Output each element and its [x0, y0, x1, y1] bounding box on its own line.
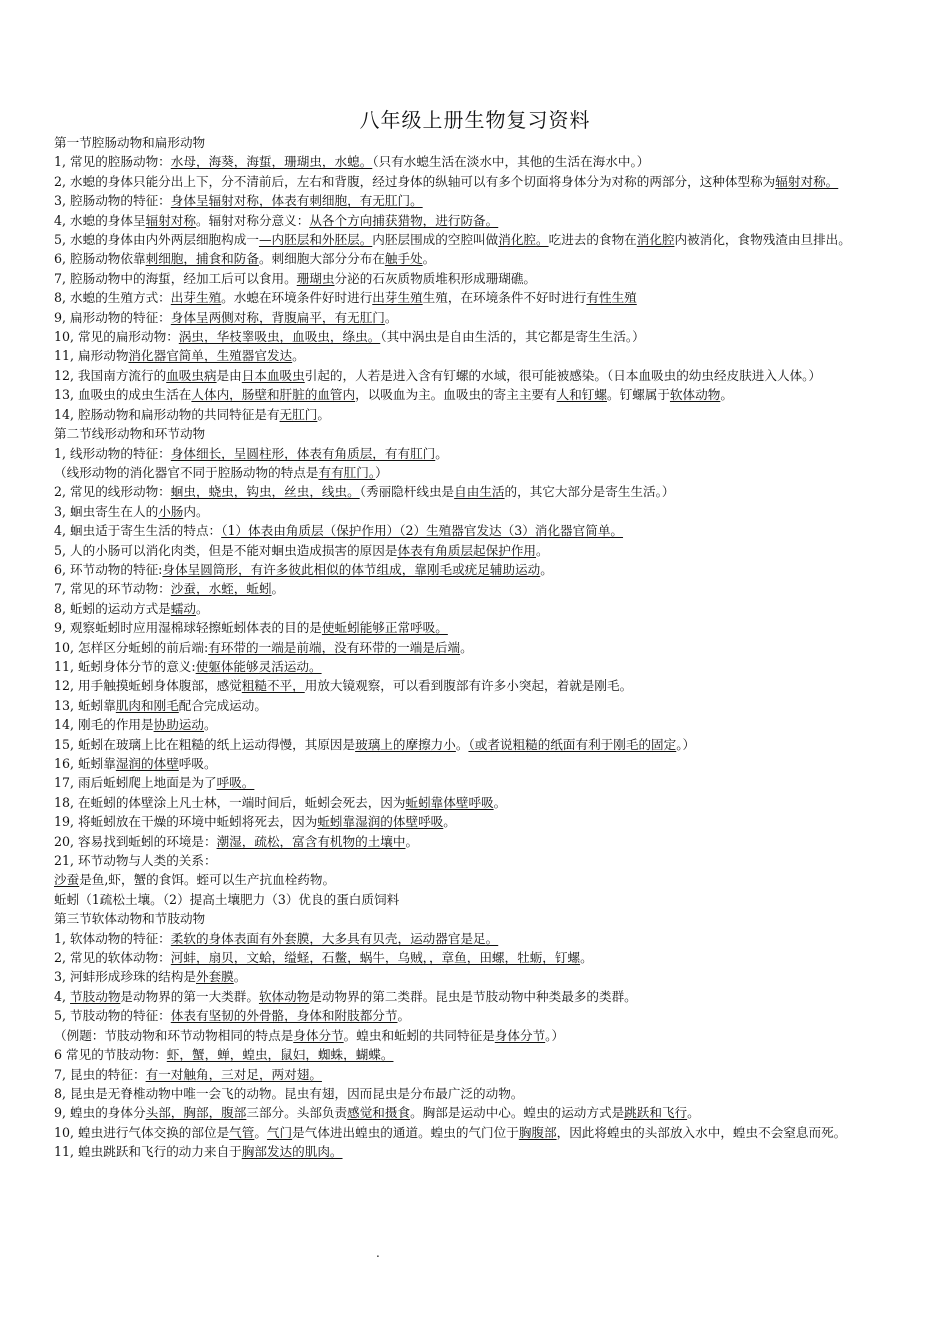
text-segment: 13, 血吸虫的成虫生活在: [54, 387, 192, 403]
text-segment: 9, 蝗虫的身体分: [54, 1105, 146, 1121]
text-segment: 6, 环节动物的特征:: [54, 561, 163, 577]
text-segment: 7, 常见的环节动物：: [54, 581, 171, 597]
text-line: [54, 967, 904, 986]
text-line: [54, 346, 904, 365]
underlined-answer: 虾，蟹，蝉，蝗虫，鼠妇，蜘蛛，蝴蝶。: [166, 1047, 394, 1063]
text-segment: 11, 蚯蚓身体分节的意义:: [54, 658, 196, 674]
text-segment: 20, 容易找到蚯蚓的环境是：: [54, 833, 217, 849]
underlined-answer: 身体细长，呈圆柱形，体表有角质层，有有肛门: [170, 445, 436, 461]
text-line: [54, 521, 904, 540]
text-segment: 是气体进出蝗虫的通道。蝗虫的气门位于: [292, 1124, 519, 1140]
underlined-answer: 水母，海葵，海蜇，珊瑚虫，水螅。: [170, 154, 373, 170]
underlined-answer: 沙蚕: [54, 872, 80, 888]
text-segment: 内胚层围成的空腔叫做: [372, 232, 499, 248]
text-line: [54, 560, 904, 579]
text-line: [54, 385, 904, 404]
text-line: [54, 696, 904, 715]
text-segment: 。: [720, 387, 733, 403]
text-line: [54, 1123, 904, 1142]
text-line: [54, 812, 904, 831]
text-segment: 。钉螺属于: [606, 387, 670, 403]
text-segment: 。: [397, 1008, 411, 1024]
text-line: [54, 424, 904, 443]
underlined-answer: 头部，胸部，腹部: [145, 1105, 247, 1121]
text-segment: 11, 扁形动物: [54, 348, 129, 364]
text-segment: 。辐射对称分意义：: [195, 212, 310, 228]
underlined-answer: 辐射对称。: [775, 173, 839, 189]
underlined-answer: 气门: [266, 1124, 293, 1140]
text-line: [54, 249, 904, 268]
text-segment: 第二节线形动物和环节动物: [54, 426, 206, 442]
text-line: [54, 657, 904, 676]
underlined-answer: 有性生殖: [586, 290, 637, 306]
text-segment: 。: [405, 833, 419, 849]
underlined-answer: 小肠: [158, 503, 184, 519]
underlined-answer: 节肢动物: [70, 988, 121, 1004]
underlined-answer: 蚯蚓靠体壁呼吸: [405, 794, 494, 810]
text-line: [54, 191, 904, 210]
underlined-answer: 身体分节: [494, 1027, 546, 1043]
text-segment: 5, 节肢动物的特征：: [54, 1008, 171, 1024]
text-segment: 14, 腔肠动物和扁形动物的共同特征是有: [54, 406, 280, 422]
text-segment: 14, 刚毛的作用是: [54, 717, 154, 733]
text-segment: 。刺细胞大部分分布在: [258, 251, 385, 267]
text-segment: 。: [203, 717, 217, 733]
text-line: [54, 1084, 904, 1103]
underlined-answer: 触手处: [384, 251, 423, 267]
text-line: [54, 929, 904, 948]
text-line: [54, 909, 904, 928]
text-segment: 10, 常见的扁形动物：: [54, 329, 179, 345]
text-segment: 9, 扁形动物的特征：: [54, 309, 171, 325]
text-segment: （秀丽隐杆线虫是: [359, 484, 455, 500]
text-segment: 。）: [676, 736, 696, 752]
text-line: [54, 269, 904, 288]
text-segment: 。: [580, 950, 593, 966]
text-segment: 1, 软体动物的特征：: [54, 930, 171, 946]
text-segment: 分泌的石灰质物质堆积形成珊瑚礁。: [334, 270, 536, 286]
text-line: [54, 676, 904, 695]
text-segment: 4,: [54, 988, 71, 1004]
text-segment: 12, 用手触摸蚯蚓身体腹部，感觉: [54, 678, 242, 694]
underlined-answer: 柔软的身体表面有外套膜，大多具有贝壳，运动器官是足。: [170, 930, 499, 946]
text-line: [54, 230, 904, 249]
underlined-answer: 体表有角质层起保护作用: [397, 542, 536, 558]
underlined-answer: 蚯蚓靠湿润的体壁呼吸: [317, 814, 444, 830]
underlined-answer: 自由生活: [454, 484, 505, 500]
text-segment: 2, 常见的线形动物：: [54, 484, 171, 500]
underlined-answer: 使蚯蚓能够正常呼吸。: [321, 620, 448, 636]
text-line: [54, 851, 904, 870]
underlined-answer: 有一对触角，三对足，两对翅。: [145, 1066, 322, 1082]
text-line: [54, 832, 904, 851]
text-line: [54, 890, 904, 909]
text-segment: 。水螅在环境条件好时进行: [221, 290, 373, 306]
underlined-answer: 呼吸。: [216, 775, 255, 791]
text-segment: 。: [687, 1105, 700, 1121]
text-segment: 第一节腔肠动物和扁形动物: [54, 135, 206, 150]
text-segment: 。）: [545, 1027, 565, 1043]
text-segment: 4, 蛔虫适于寄生生活的特点：: [54, 523, 222, 539]
underlined-answer: 潮湿，疏松，富含有机物的土壤中: [216, 833, 406, 849]
underlined-answer: 协助运动: [153, 717, 204, 733]
text-segment: 4, 水螅的身体呈: [54, 212, 146, 228]
text-line: [54, 133, 904, 152]
text-segment: 。: [195, 600, 209, 616]
underlined-answer: 沙蚕，水蛭，蚯蚓: [170, 581, 272, 597]
text-line: [54, 773, 904, 792]
underlined-answer: 蠕动: [170, 600, 196, 616]
text-line: [54, 172, 904, 191]
text-segment: ）: [375, 464, 388, 480]
text-segment: 用放大镜观察，可以看到腹部有许多小突起，着就是刚毛。: [304, 678, 633, 694]
text-segment: 三部分。头部负责: [246, 1105, 348, 1121]
text-segment: 内被消化，食物残渣由旦排出。: [674, 232, 851, 248]
text-line: [54, 444, 904, 463]
text-line: [54, 405, 904, 424]
text-segment: 吃进去的食物在: [548, 232, 637, 248]
text-segment: （线形动物的消化器官不同于腔肠动物的特点是: [54, 464, 319, 480]
underlined-answer: 软体动物: [669, 387, 721, 403]
text-segment: 呼吸。: [178, 756, 217, 771]
underlined-answer: 血吸虫病: [166, 367, 217, 383]
document-body: [54, 133, 904, 1162]
text-segment: 。: [384, 309, 398, 325]
text-line: [54, 987, 904, 1006]
text-segment: 12, 我国南方流行的: [54, 367, 167, 383]
text-segment: 。: [233, 969, 247, 985]
text-line: [54, 1006, 904, 1025]
text-line: [54, 541, 904, 560]
text-segment: 。: [254, 1124, 267, 1140]
text-segment: 3, 河蚌形成珍珠的结构是: [54, 969, 196, 985]
text-segment: （例题：节肢动物和环节动物相同的特点是: [54, 1027, 294, 1043]
text-line: [54, 1065, 904, 1084]
footer-mark: .: [376, 1246, 380, 1260]
text-segment: 8, 水螅的生殖方式：: [54, 290, 171, 306]
underlined-answer: 蛔虫，蛲虫，钩虫，丝虫，线虫。: [170, 484, 360, 500]
underlined-answer: 消化腔: [636, 232, 675, 248]
text-segment: 2, 常见的软体动物：: [54, 950, 171, 966]
underlined-answer: 粗糙不平，: [241, 678, 305, 694]
underlined-answer: 身体呈两侧对称，背腹扁平，有无肛门: [170, 309, 385, 325]
text-segment: ，因此将蝗虫的头部放入水中，蝗虫不会窒息而死。: [556, 1124, 847, 1140]
underlined-answer: 胸部发达的肌肉。: [241, 1144, 343, 1160]
text-line: [54, 618, 904, 637]
text-line: [54, 754, 904, 773]
text-line: [54, 638, 904, 657]
text-segment: 生殖，在环境条件不好时进行: [422, 290, 587, 306]
text-segment: 内。: [183, 503, 209, 519]
text-segment: 1, 常见的腔肠动物：: [54, 154, 171, 170]
text-line: [54, 1026, 904, 1045]
underlined-answer: 身体分节: [293, 1027, 344, 1043]
text-line: [54, 599, 904, 618]
underlined-answer: 湿润的体壁: [115, 756, 179, 771]
text-segment: 。: [455, 736, 469, 752]
underlined-answer: —内胚层和外胚层。: [258, 232, 373, 248]
text-segment: 1, 线形动物的特征：: [54, 445, 171, 461]
underlined-answer: 珊瑚虫: [296, 270, 335, 286]
text-segment: ，以吸血为主。血吸虫的寄主主要有: [355, 387, 557, 403]
text-line: [54, 463, 904, 482]
text-segment: 8, 昆虫是无脊椎动物中唯一会飞的动物。昆虫有翅，因而昆虫是分布最广泛的动物。: [54, 1085, 524, 1101]
text-segment: 3, 蛔虫寄生在人的: [54, 503, 159, 519]
underlined-answer: 河蚌，扇贝，文蛤，缢蛏，石鳖，蜗牛，乌贼，，章鱼，田螺，牡蛎，钉螺: [170, 950, 581, 966]
underlined-answer: 气管: [229, 1124, 255, 1140]
text-segment: 的，其它大部分是寄生生活。）: [504, 484, 675, 500]
underlined-answer: 刺细胞，捕食和防备: [145, 251, 259, 267]
underlined-answer: 外套膜: [195, 969, 234, 985]
text-segment: 16, 蚯蚓靠: [54, 756, 116, 771]
underlined-answer: 肌肉和刚毛: [115, 697, 179, 713]
underlined-answer: 人体内，肠壁和肝脏的血管内: [191, 387, 356, 403]
text-segment: 。: [271, 581, 285, 597]
text-segment: 3, 腔肠动物的特征：: [54, 193, 171, 209]
text-segment: 蚯蚓（1疏松土壤。（2）提高土壤肥力（3）优良的蛋白质饲料: [54, 891, 400, 907]
text-line: [54, 1045, 904, 1064]
text-segment: 6 常见的节肢动物：: [54, 1047, 167, 1063]
text-segment: 7, 昆虫的特征：: [54, 1066, 146, 1082]
text-segment: 。: [422, 251, 436, 267]
text-segment: 。: [540, 561, 553, 577]
text-line: [54, 735, 904, 754]
underlined-answer: 消化腔。: [498, 232, 549, 248]
text-segment: 配合完成运动。: [178, 697, 267, 713]
text-line: [54, 870, 904, 889]
text-segment: 是动物界的第一大类群。: [120, 988, 259, 1004]
text-line: [54, 366, 904, 385]
text-segment: 。蝗虫和蚯蚓的共同特征是: [343, 1027, 495, 1043]
text-segment: 是动物界的第二类群。昆虫是节肢动物中种类最多的类群。: [309, 988, 637, 1004]
text-segment: 18, 在蚯蚓的体壁涂上凡士林，一端时间后，蚯蚓会死去，因为: [54, 794, 406, 810]
text-segment: 10, 怎样区分蚯蚓的前后端:: [54, 639, 209, 655]
text-segment: 13, 蚯蚓靠: [54, 697, 116, 713]
text-segment: （只有水螅生活在淡水中，其他的生活在海水中。）: [372, 154, 650, 170]
text-segment: 17, 雨后蚯蚓爬上地面是为了: [54, 775, 217, 791]
text-segment: 是由: [216, 367, 242, 383]
underlined-answer: 有环带的一端是前端，没有环带的一端是后端: [208, 639, 461, 655]
underlined-answer: 玻璃上的摩擦力小: [355, 736, 456, 752]
text-segment: （其中涡虫是自由生活的，其它都是寄生生活。）: [380, 329, 645, 345]
text-segment: 9, 观察蚯蚓时应用湿棉球轻擦蚯蚓体表的目的是: [54, 620, 322, 636]
text-segment: 。胸部是运动中心。蝗虫的运动方式是: [410, 1105, 625, 1121]
text-segment: 。: [493, 794, 507, 810]
underlined-answer: 日本血吸虫: [241, 367, 305, 383]
text-line: [54, 152, 904, 171]
underlined-answer: 辐射对称: [145, 212, 196, 228]
text-segment: 19, 将蚯蚓放在干燥的环境中蚯蚓将死去，因为: [54, 814, 318, 830]
text-segment: 第三节软体动物和节肢动物: [54, 911, 206, 927]
text-segment: 2, 水螅的身体只能分出上下，分不清前后，左右和背腹，经过身体的纵轴可以有多个切面将身体分为对称的两部分，这种体型称为: [54, 173, 776, 189]
text-segment: 。: [435, 445, 448, 461]
text-line: [54, 1103, 904, 1122]
text-segment: 是鱼,虾，蟹的食饵。蛭可以生产抗血栓药物。: [79, 872, 336, 888]
text-line: [54, 308, 904, 327]
underlined-answer: （或者说粗糙的纸面有利于刚毛的固定: [468, 736, 677, 752]
text-line: [54, 482, 904, 501]
text-segment: 。: [443, 814, 456, 830]
text-segment: 5, 水螅的身体由内外两层细胞构成一: [54, 232, 259, 248]
text-line: [54, 579, 904, 598]
underlined-answer: 感觉和摄食: [347, 1105, 411, 1121]
text-segment: 。: [460, 639, 473, 655]
text-line: [54, 793, 904, 812]
underlined-answer: 出芽生殖: [170, 290, 222, 306]
underlined-answer: 从各个方向捕获猎物，进行防备。: [309, 212, 499, 228]
underlined-answer: （1）体表由角质层（保护作用）（2）生殖器官发达（3）消化器官简单。: [221, 523, 624, 539]
document-title: 八年级上册生物复习资料: [359, 108, 591, 132]
text-line: [54, 715, 904, 734]
underlined-answer: 胸腹部: [518, 1124, 557, 1140]
text-line: [54, 1142, 904, 1161]
text-segment: 15, 蚯蚓在玻璃上比在粗糙的纸上运动得慢，其原因是: [54, 736, 356, 752]
text-line: [54, 327, 904, 346]
underlined-answer: 无肛门: [279, 406, 318, 422]
text-segment: 8, 蚯蚓的运动方式是: [54, 600, 171, 616]
underlined-answer: 跳跃和飞行: [624, 1105, 688, 1121]
text-segment: 11, 蝗虫跳跃和飞行的动力来自于: [54, 1144, 242, 1160]
text-line: [54, 948, 904, 967]
underlined-answer: 涡虫，华枝睾吸虫，血吸虫，绦虫。: [178, 329, 381, 345]
text-segment: 5, 人的小肠可以消化肉类，但是不能对蛔虫造成损害的原因是: [54, 542, 398, 558]
underlined-answer: 有有肛门。: [318, 464, 376, 480]
underlined-answer: 身体呈圆筒形，有许多彼此相似的体节组成，靠刚毛或疣足辅助运动: [162, 561, 541, 577]
text-segment: 。: [292, 348, 305, 364]
text-segment: 7, 腔肠动物中的海蜇，经加工后可以食用。: [54, 270, 297, 286]
underlined-answer: 出芽生殖: [372, 290, 423, 306]
text-line: [54, 502, 904, 521]
underlined-answer: 消化器官简单，生殖器官发达: [128, 348, 293, 364]
underlined-answer: 人和钉螺: [556, 387, 607, 403]
text-segment: 6, 腔肠动物依靠: [54, 251, 146, 267]
underlined-answer: 使躯体能够灵活运动。: [195, 658, 322, 674]
underlined-answer: 体表有坚韧的外骨骼，身体和附肢都分节: [170, 1008, 398, 1024]
text-line: [54, 211, 904, 230]
text-segment: 。: [317, 406, 330, 422]
underlined-answer: 软体动物: [258, 988, 310, 1004]
text-line: [54, 288, 904, 307]
text-segment: 21, 环节动物与人类的关系：: [54, 853, 217, 869]
underlined-answer: 身体呈辐射对称，体表有刺细胞，有无肛门。: [170, 193, 423, 209]
text-segment: 10, 蝗虫进行气体交换的部位是: [54, 1124, 230, 1140]
text-segment: 。: [536, 542, 549, 558]
text-segment: 引起的，人若是进入含有钉螺的水域，很可能被感染。（日本血吸虫的幼虫经皮肤进入人体。）: [304, 367, 822, 383]
